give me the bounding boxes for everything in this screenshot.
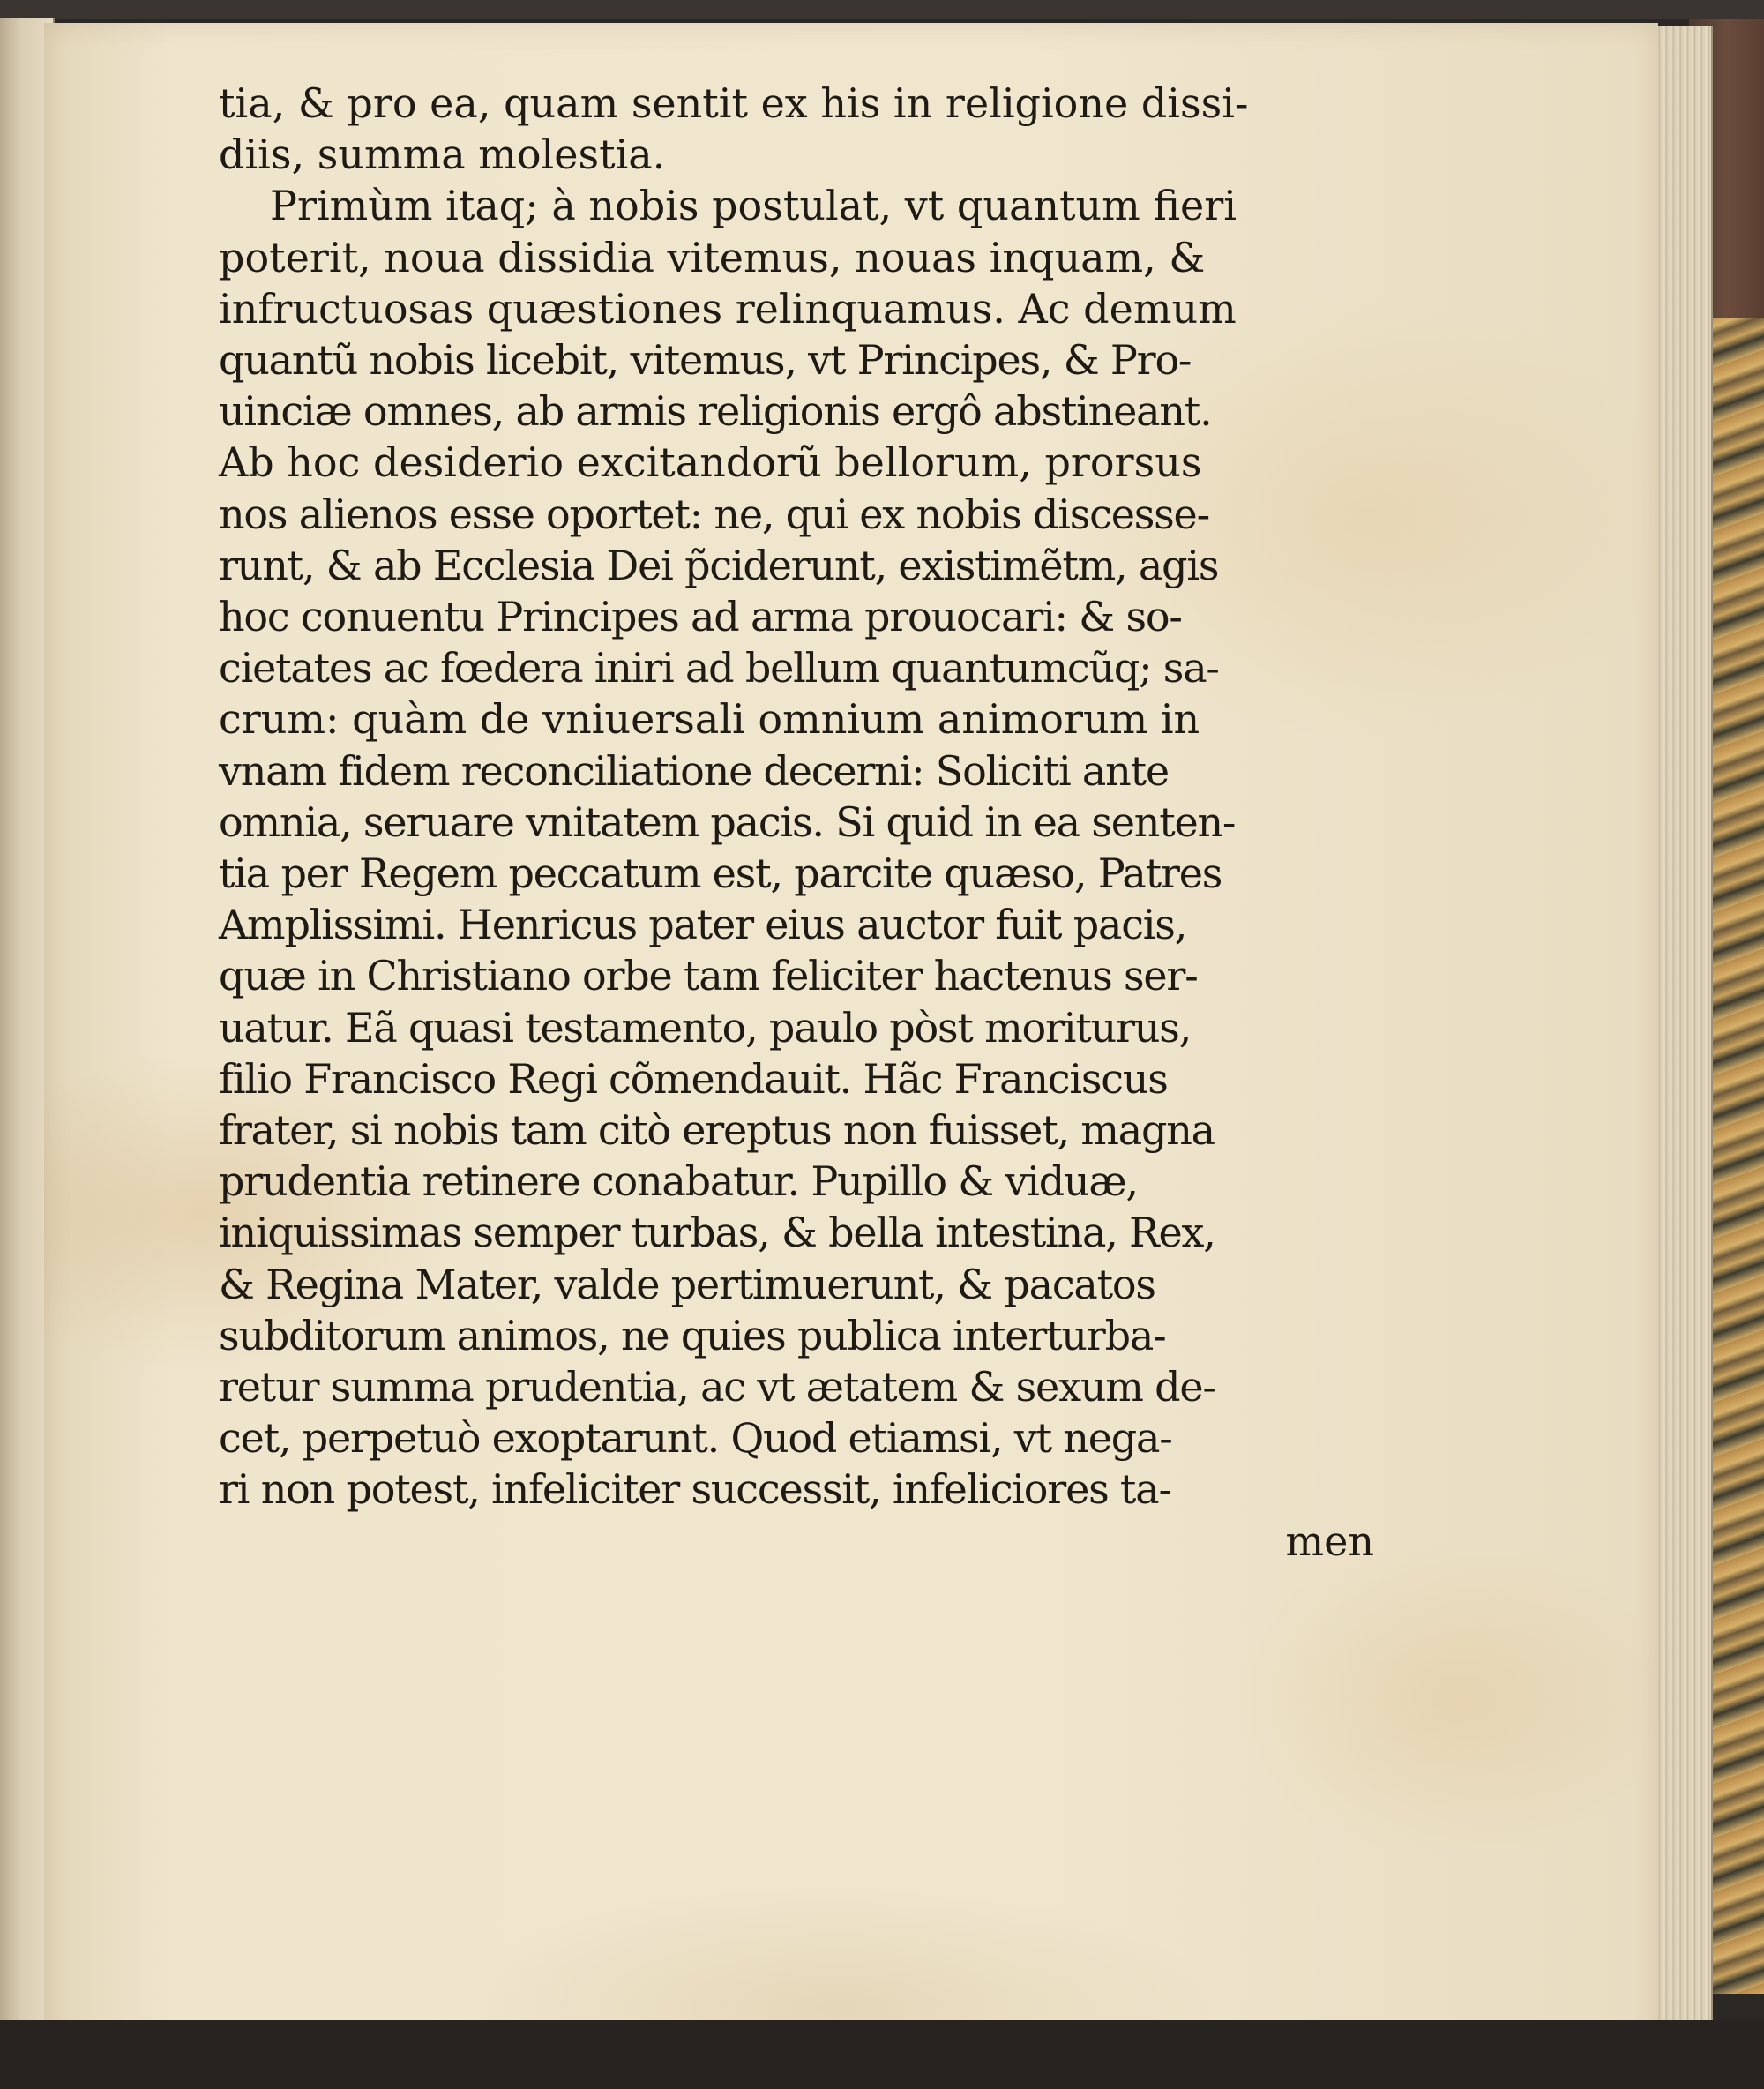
body-text [219, 78, 1374, 1567]
text-line: nos alienos esse oportet: ne, qui ex nobis discesse- [219, 490, 1209, 538]
text-line: vnam fidem reconciliatione decerni: Soliciti ante [219, 746, 1169, 795]
text-line: iniquissimas semper turbas, & bella intestina, Rex, [219, 1209, 1215, 1257]
catchword: men [1285, 1516, 1374, 1565]
text-line: retur summa prudentia, ac vt ætatem & sexum de- [219, 1363, 1215, 1411]
text-line: uatur. Eã quasi testamento, paulo pòst moriturus, [219, 1003, 1192, 1052]
text-line: poterit, noua dissidia vitemus, nouas inquam, & [219, 233, 1206, 281]
text-line: infructuosas quæstiones relinquamus. Ac demum [219, 284, 1237, 333]
text-line: & Regina Mater, valde pertimuerunt, & pacatos [219, 1260, 1155, 1308]
text-line: cietates ac fœdera iniri ad bellum quantumcũq; sa- [219, 644, 1219, 693]
text-line: subditorum animos, ne quies publica interturba- [219, 1311, 1166, 1359]
text-line: crum: quàm de vniuersali omnium animorum in [219, 695, 1200, 744]
text-line: frater, si nobis tam citò ereptus non fuisset, magna [219, 1106, 1215, 1155]
text-line: cet, perpetuò exoptarunt. Quod etiamsi, vt nega- [219, 1414, 1172, 1463]
text-line: diis, summa molestia. [219, 131, 666, 179]
text-line: runt, & ab Ecclesia Dei p̃ciderunt, existimẽtm, agis [219, 541, 1219, 589]
text-line: tia, & pro ea, quam sentit ex his in religione dissi- [219, 79, 1249, 127]
text-line: ri non potest, infeliciter successit, infeliciores ta- [219, 1465, 1171, 1514]
book-page [44, 23, 1658, 2052]
scan-background [0, 0, 1764, 19]
text-line: Primùm itaq; à nobis postulat, vt quantum fieri [270, 182, 1237, 230]
text-line: tia per Regem peccatum est, parcite quæso, Patres [219, 850, 1222, 898]
text-line: prudentia retinere conabatur. Pupillo & viduæ, [219, 1157, 1138, 1206]
text-line: Ab hoc desiderio excitandorũ bellorum, prorsus [219, 438, 1202, 487]
text-line: quantũ nobis licebit, vitemus, vt Principes, & Pro- [219, 336, 1192, 385]
text-line: quæ in Christiano orbe tam feliciter hactenus ser- [219, 952, 1198, 1000]
text-line: filio Francisco Regi cõmendauit. Hãc Franciscus [219, 1054, 1168, 1103]
text-line: omnia, seruare vnitatem pacis. Si quid in ea senten- [219, 797, 1236, 846]
scan-background-bottom [0, 2020, 1764, 2089]
text-line: hoc conuentu Principes ad arma prouocari: & so- [219, 593, 1182, 641]
text-line: uinciæ omnes, ab armis religionis ergô abstineant. [219, 387, 1212, 436]
text-line: Amplissimi. Henricus pater eius auctor fuit pacis, [219, 901, 1187, 949]
